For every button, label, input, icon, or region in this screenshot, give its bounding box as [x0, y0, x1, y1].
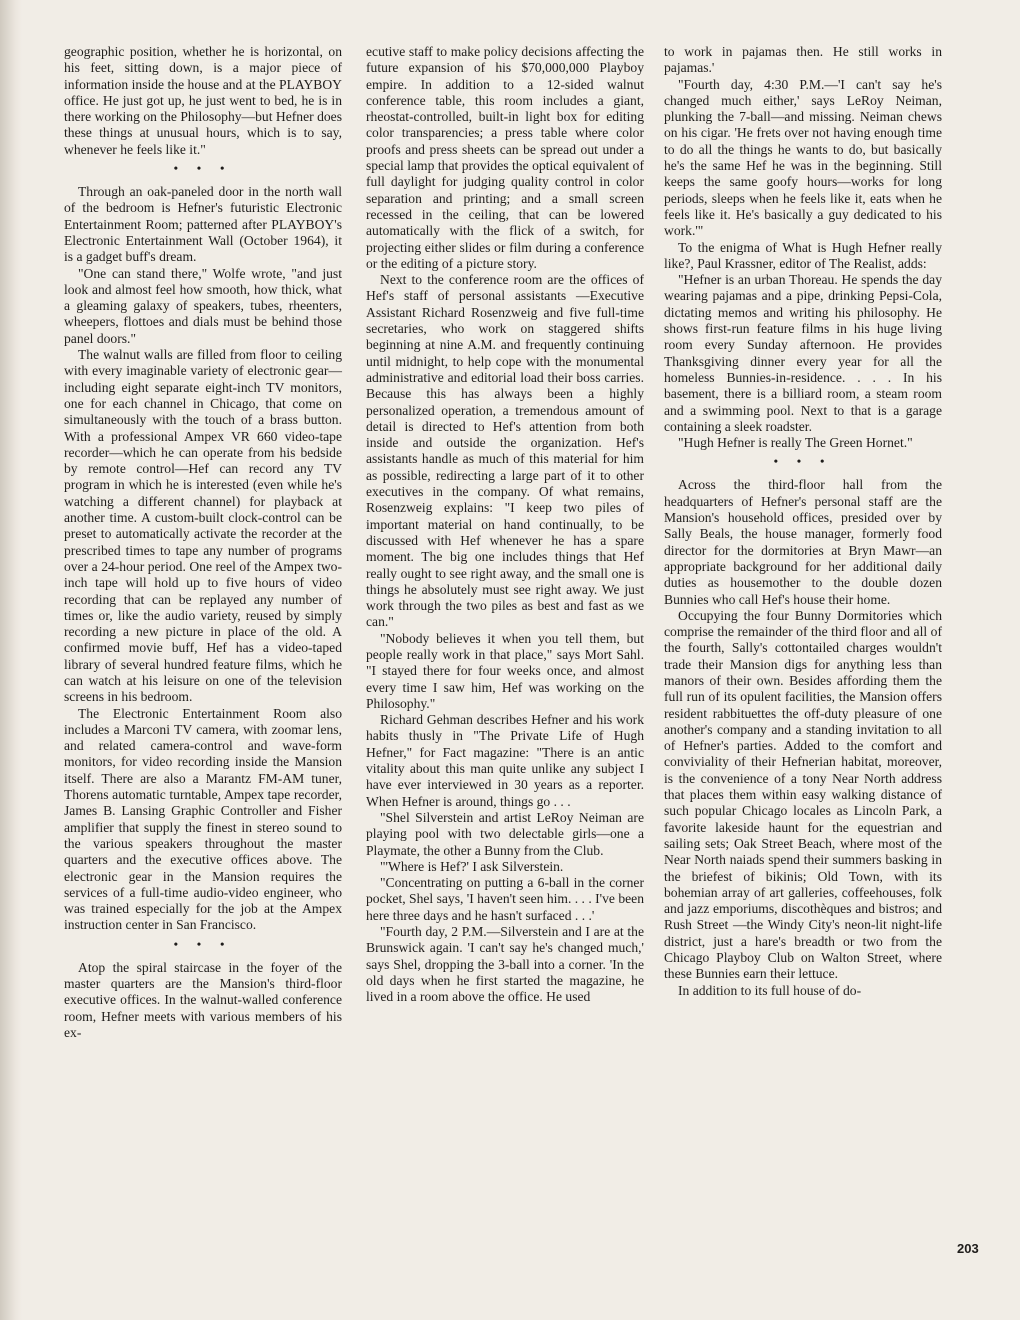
paragraph: ecutive staff to make policy decisions affecting the future expansion of his $70,000,000 Playboy empire. In addition to a 12-sided walnut conference table, this room includes a giant, rheostat-controlled, built-in light box for editing color transparencies; a press table where color proofs and press sheets can be spread out under a special lamp that provides the optical equivalent of full daylight for judging quality control in color separation and printing; and a small screen recessed in the ceiling, that can be lowered automatically with the flick of a switch, for projecting either slides or film during a conference or the editing of a picture story.	[366, 44, 644, 271]
paragraph: geographic position, whether he is horizontal, on his feet, sitting down, is a major piece of information inside the house and at the PLAYBOY office. He just got up, he just went to bed, he is in there working on the Philosophy—but Hefner does these things at unusual hours, which is to say, whenever he feels like it."	[64, 44, 342, 157]
page-number: 203	[957, 1241, 979, 1256]
paragraph: Occupying the four Bunny Dormitories which comprise the remainder of the third floor and all of the fourth, Sally's cottontailed charges wouldn't trade their Mansion digs for anything less than manors of their own. Besides affording them the full run of its opulent facilities, the Mansion offers resident rabbituettes the off-duty pleasure of one another's company and a standing invitation to all of Hefner's parties. Added to the comfort and conviviality of their Hefnerian habitat, moreover, is the convenience of a tony Near North address that places them within easy walking distance of such popular Chicago locales as Lincoln Park, a favorite lakeside haunt for the equestrian and sailing sets; Oak Street Beach, where most of the Near North naiads spend their summers basking in the briefest of bikinis; Old Town, with its bohemian array of art galleries, coffeehouses, folk and jazz emporiums, discothèques and bistros; and Rush Street —the Windy City's neon-lit night-life district, just a hare's breadth or two from the Chicago Playboy Club on Walton Street, where these Bunnies earn their lettuce.	[664, 607, 942, 982]
text-column-2	[366, 44, 644, 1006]
paragraph: "'Where is Hef?' I ask Silverstein.	[380, 858, 564, 874]
paragraph: "Concentrating on putting a 6-ball in the corner pocket, Shel says, 'I haven't seen him. . . . I've been here three days and he hasn't surfaced . . .'	[366, 875, 645, 923]
paragraph: "One can stand there," Wolfe wrote, "and just look and almost feel how smooth, how thick, what a gleaming galaxy of speakers, tubes, rheenters, wheepers, flottoes and dials must be behind those panel doors."	[64, 265, 342, 346]
paragraph: "Shel Silverstein and artist LeRoy Neiman are playing pool with two delectable girls—one a Playmate, the other a Bunny from the Club.	[366, 809, 644, 858]
paragraph: "Fourth day, 4:30 P.M.—'I can't say he's changed much either,' says LeRoy Neiman, plunking the 7-ball—and missing. Neiman chews on his cigar. 'He frets over not having enough time to do all the things he wants to do, but basically he's the same Hef he was in the beginning. Still keeps the same goofy hours—works for long periods, sleeps when he feels like it, eats when he feels like it. He's basically a guy dedicated to his work.'"	[664, 76, 942, 239]
text-column-3	[664, 44, 942, 999]
paragraph: "Nobody believes it when you tell them, but people really work in that place," says Mort Sahl. "I stayed there for four weeks once, and almost every time I saw him, Hef was working on the Philosophy."	[366, 630, 644, 711]
section-separator: • • •	[773, 454, 833, 469]
section-separator: • • •	[173, 936, 233, 951]
paragraph: To the enigma of What is Hugh Hefner really like?, Paul Krassner, editor of The Realist, adds:	[664, 239, 942, 271]
paragraph: In addition to its full house of do-	[678, 982, 862, 998]
paragraph: Atop the spiral staircase in the foyer of the master quarters are the Mansion's third-floor executive offices. In the walnut-walled conference room, Hefner meets with various members of his ex-	[64, 959, 342, 1040]
paragraph: Through an oak-paneled door in the north wall of the bedroom is Hefner's futuristic Electronic Entertainment Room; patterned after PLAYBOY's Electronic Entertainment Wall (October 1964), it is a gadget buff's dream.	[64, 184, 342, 265]
paragraph: Across the third-floor hall from the headquarters of Hefner's personal staff are the Mansion's household offices, presided over by Sally Beals, the house manager, formerly food director for the dormitories at Bryn Mawr—an appropriate background for her additional daily duties as housemother to the double dozen Bunnies who call Hef's house their home.	[664, 477, 942, 607]
paragraph: "Hefner is an urban Thoreau. He spends the day wearing pajamas and a pipe, drinking Pepsi-Cola, dictating memos and writing his philosophy. He shows first-run feature films in his huge living room every Sunday afternoon. He provides Thanksgiving dinner every year for all the homeless Bunnies-in-residence. . . . In his basement, there is a billiard room, a steam room and a swimming pool. Next to that is a garage containing a sleek roadster.	[664, 272, 942, 434]
paragraph: The walnut walls are filled from floor to ceiling with every imaginable variety of electronic gear—including eight separate eight-inch TV monitors, one for each channel in Chicago, that come on simultaneously with the touch of a brass button. With a professional Ampex VR 660 video-tape recorder—which he can operate from his bedside by remote control—Hef can record any TV program in which he is interested (even while he's watching a different channel) for playback at another time. A custom-built clock-control can be preset to automatically activate the recorder at the prescribed times to tape any number of programs over a 24-hour period. One reel of the Ampex two-inch tape will hold up to five hours of video recording that can be replayed any number of times or, like the audio variety, reused by simply recording a new picture in place of the old. A confirmed movie buff, Hef has a video-taped library of several hundred feature films, which he can watch at his leisure on one of the television screens in his bedroom.	[64, 347, 342, 705]
paragraph: Next to the conference room are the offices of Hef's staff of personal assistants —Executive Assistant Richard Rosenzweig and five full-time secretaries, who work on staggered shifts beginning at nine A.M. and frequently continuing until midnight, to help cope with the monumental administrative and editorial load their boss carries. Because this has always been a highly personalized operation, a tremendous amount of detail is directed to Hef's attention from both inside and outside the organization. Hef's assistants handle as much of this material for him as possible, redirecting a large part of it to other executives in the company. Of what remains, Rosenzweig explains: "I keep two piles of important material on hand continually, to be discussed with Hef whenever he has a spare moment. The big one includes things that Hef really ought to see right away, and the small one is things he absolutely must see right away. We just work through the two piles as best and fast as we can."	[366, 272, 644, 630]
text-column-1	[64, 44, 342, 1041]
section-separator: • • •	[173, 161, 233, 176]
paragraph: Richard Gehman describes Hefner and his work habits thusly in "The Private Life of Hugh Hefner," for Fact magazine: "There is an antic vitality about this man quite unlike any subject I have ever interviewed in 30 years as a reporter. When Hefner is around, things go . . .	[366, 712, 644, 809]
paragraph: "Fourth day, 2 P.M.—Silverstein and I are at the Brunswick again. 'I can't say he's changed much,' says Shel, dropping the 3-ball into a corner. 'In the old days when he first started the magazine, he lived in a room above the office. He used	[366, 924, 644, 1005]
binding-shadow	[0, 0, 22, 1320]
paragraph: "Hugh Hefner is really The Green Hornet."	[678, 435, 913, 451]
paragraph: The Electronic Entertainment Room also includes a Marconi TV camera, with zoomar lens, and related camera-control and wave-form monitors, for video recording inside the Mansion itself. There are also a Marantz FM-AM tuner, Thorens automatic turntable, Ampex tape recorder, James B. Lansing Graphic Controller and Fisher amplifier that supply the finest in stereo sound to the various speakers throughout the master quarters and the executive offices above. The electronic gear in the Mansion requires the services of a full-time audio-video engineer, who was trained especially for the job at the Ampex instruction center in San Francisco.	[64, 705, 342, 933]
paragraph: to work in pajamas then. He still works in pajamas.'	[664, 44, 942, 76]
